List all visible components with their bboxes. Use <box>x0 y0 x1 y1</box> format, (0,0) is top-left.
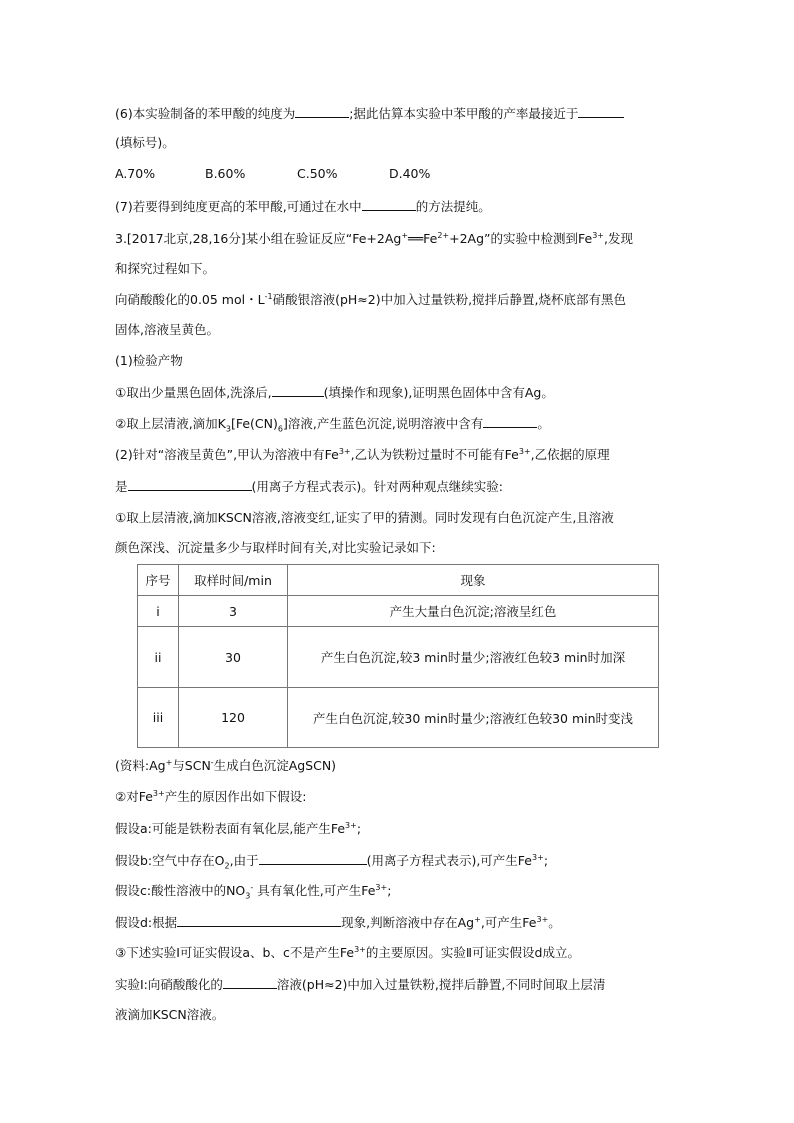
p3-line2: 实验Ⅰ:向硝酸酸化的 溶液(pH≈2)中加入过量铁粉,搅拌后静置,不同时间取上层清 <box>115 977 606 992</box>
p2-line4: 颜色深浅、沉淀量多少与取样时间有关,对比实验记录如下: <box>115 540 436 555</box>
p2-line2: 是 (用离子方程式表示)。针对两种观点继续实验: <box>115 479 503 494</box>
hypothesis-d: 假设d:根据 现象,判断溶液中存在Ag+,可产生$Fe^{3+}$。 <box>115 914 561 930</box>
table-cell: 产生大量白色沉淀;溶液呈红色 <box>288 596 659 627</box>
options-row <box>115 166 430 182</box>
p2-line3: ①取上层清液,滴加KSCN溶液,溶液变红,证实了甲的猜测。同时发现有白色沉淀产生,且溶液 <box>115 510 614 525</box>
intro-line1: 向硝酸酸化的0.05 mol・$L^{-1}$硝酸银溶液(pH≈2)中加入过量铁粉,搅拌后静置,烧杯底部有黑色 <box>115 291 627 307</box>
hypothesis-a: 假设a:可能是铁粉表面有氧化层,能产生$Fe^{3+}$; <box>115 820 362 836</box>
answer-blank[interactable] <box>259 852 367 865</box>
option-c: C.50% <box>297 166 338 181</box>
table-cell: ii <box>138 627 179 688</box>
p2b-title: ②对$Fe^{3+}$产生的原因作出如下假设: <box>115 788 307 804</box>
answer-blank[interactable] <box>223 976 277 989</box>
column-header: 取样时间/min <box>179 565 288 596</box>
p1-item2: ②取上层清液,滴加$K_3[Fe(CN)_6]$溶液,产生蓝色沉淀,说明溶液中含有 。 <box>115 416 550 434</box>
answer-blank[interactable] <box>578 105 624 118</box>
table-header-row <box>138 565 659 596</box>
results-table <box>137 564 659 748</box>
option-d: D.40% <box>389 166 431 181</box>
table-cell: 30 <box>179 627 288 688</box>
option-a: A.70% <box>115 166 156 181</box>
answer-blank[interactable] <box>483 415 537 428</box>
answer-blank[interactable] <box>362 198 416 211</box>
q7-line: (7)若要得到纯度更高的苯甲酸,可通过在水中 的方法提纯。 <box>115 199 491 214</box>
table-cell: 3 <box>179 596 288 627</box>
table-cell: 120 <box>179 688 288 748</box>
option-b: B.60% <box>205 166 246 181</box>
column-header: 序号 <box>138 565 179 596</box>
q3-header: 3.[2017北京,28,16分]某小组在验证反应“$Fe+2Ag^+══Fe^{2+}+2Ag$”的实验中检测到$Fe^{3+}$,发现 <box>115 230 633 246</box>
hypothesis-c: 假设c:酸性溶液中的$NO_3^-$ 具有氧化性,可产生$Fe^{3+}$; <box>115 882 392 901</box>
intro-line2: 固体,溶液呈黄色。 <box>115 322 219 337</box>
table-row <box>138 688 659 748</box>
answer-blank[interactable] <box>128 478 252 491</box>
column-header: 现象 <box>288 565 659 596</box>
q6-line2: (填标号)。 <box>115 135 175 150</box>
p2-line1: (2)针对“溶液呈黄色”,甲认为溶液中有$Fe^{3+}$,乙认为铁粉过量时不可能有$Fe^{3+}$,乙依据的原理 <box>115 446 610 462</box>
q6-line1: (6)本实验制备的苯甲酸的纯度为 ;据此估算本实验中苯甲酸的产率最接近于 <box>115 105 624 122</box>
table-row <box>138 627 659 688</box>
q3-line2: 和探究过程如下。 <box>115 261 216 276</box>
table-cell: i <box>138 596 179 627</box>
p3-line1: ③下述实验Ⅰ可证实假设a、b、c不是产生$Fe^{3+}$的主要原因。实验Ⅱ可证实假设d成立。 <box>115 944 580 960</box>
table-cell: 产生白色沉淀,较30 min时量少;溶液红色较30 min时变浅 <box>288 688 659 748</box>
table-cell: iii <box>138 688 179 748</box>
p1-title: (1)检验产物 <box>115 353 183 368</box>
hypothesis-b: 假设b:空气中存在$O_2$,由于 (用离子方程式表示),可产生$Fe^{3+}$; <box>115 852 549 871</box>
p3-line3: 液滴加KSCN溶液。 <box>115 1007 225 1022</box>
table-row <box>138 596 659 627</box>
table-cell: 产生白色沉淀,较3 min时量少;溶液红色较3 min时加深 <box>288 627 659 688</box>
note: (资料:Ag+与SCN-生成白色沉淀AgSCN) <box>115 757 337 773</box>
answer-blank[interactable] <box>272 384 324 397</box>
answer-blank[interactable] <box>177 914 341 927</box>
p1-item1: ①取出少量黑色固体,洗涤后, (填操作和现象),证明黑色固体中含有Ag。 <box>115 385 554 400</box>
answer-blank[interactable] <box>295 105 349 118</box>
